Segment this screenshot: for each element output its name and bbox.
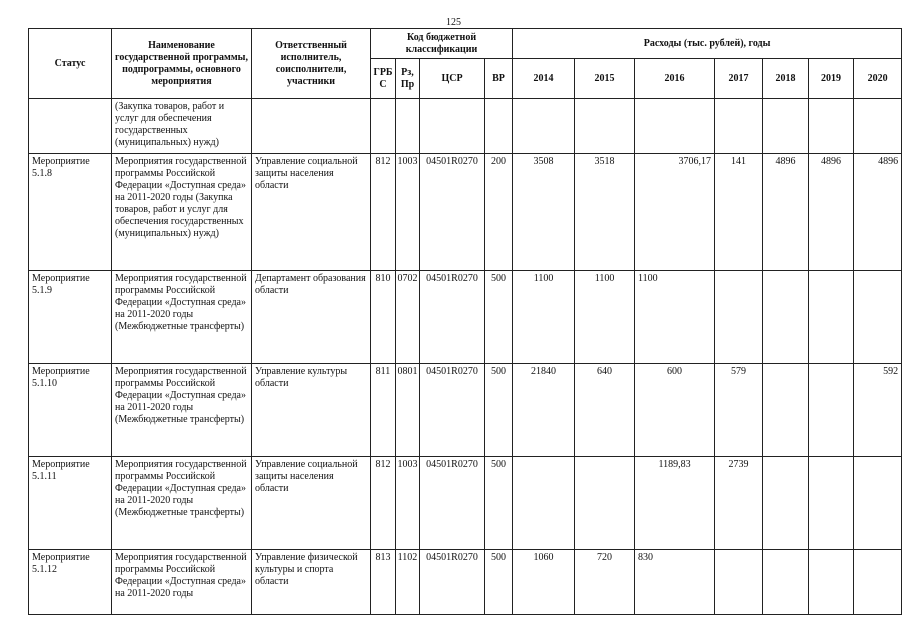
cell-2018 (763, 550, 809, 615)
header-year-2015: 2015 (575, 59, 635, 99)
header-year-2018: 2018 (763, 59, 809, 99)
header-grbs: ГРБ С (371, 59, 396, 99)
cell-2019 (809, 457, 854, 550)
cell-vr: 500 (485, 550, 513, 615)
cell-executor (252, 99, 371, 154)
budget-table (28, 28, 902, 615)
cell-status: Мероприятие 5.1.11 (29, 457, 112, 550)
cell-2019 (809, 364, 854, 457)
cell-executor: Управление социальной защиты населения области (252, 457, 371, 550)
cell-executor: Управление социальной защиты населения области (252, 154, 371, 271)
header-csr: ЦСР (420, 59, 485, 99)
cell-2014 (513, 457, 575, 550)
cell-csr (420, 99, 485, 154)
header-year-2014: 2014 (513, 59, 575, 99)
cell-2018 (763, 271, 809, 364)
cell-status: Мероприятие 5.1.12 (29, 550, 112, 615)
cell-2014: 1060 (513, 550, 575, 615)
cell-rzpr: 0702 (396, 271, 420, 364)
cell-csr: 04501R0270 (420, 364, 485, 457)
cell-2019 (809, 550, 854, 615)
cell-2015: 1100 (575, 271, 635, 364)
cell-rzpr: 1003 (396, 154, 420, 271)
cell-status: Мероприятие 5.1.9 (29, 271, 112, 364)
page-number: 125 (446, 17, 461, 28)
cell-2019 (809, 271, 854, 364)
cell-csr: 04501R0270 (420, 271, 485, 364)
cell-name: Мероприятия государственной программы Российской Федерации «Доступная среда» на 2011-2020 годы (Закупка товаров, работ и услуг для обеспечения государственных (муниципальных) нужд) (112, 154, 252, 271)
cell-status: Мероприятие 5.1.10 (29, 364, 112, 457)
header-status: Статус (29, 29, 112, 99)
header-name: Наименование государственной программы, подпрограммы, основного мероприятия (112, 29, 252, 99)
cell-2020 (854, 99, 902, 154)
table-row (29, 364, 902, 457)
header-vr: ВР (485, 59, 513, 99)
cell-2019: 4896 (809, 154, 854, 271)
cell-2014: 21840 (513, 364, 575, 457)
cell-2016: 1189,83 (635, 457, 715, 550)
cell-2015 (575, 457, 635, 550)
cell-executor: Департамент образования области (252, 271, 371, 364)
cell-2017: 141 (715, 154, 763, 271)
cell-2020 (854, 550, 902, 615)
cell-2017 (715, 271, 763, 364)
cell-executor: Управление культуры области (252, 364, 371, 457)
cell-2017: 2739 (715, 457, 763, 550)
cell-2020: 592 (854, 364, 902, 457)
cell-2015: 720 (575, 550, 635, 615)
cell-grbs: 812 (371, 457, 396, 550)
cell-2018 (763, 99, 809, 154)
cell-vr: 500 (485, 364, 513, 457)
table-row (29, 271, 902, 364)
header-expenses: Расходы (тыс. рублей), годы (513, 29, 902, 59)
cell-rzpr: 1003 (396, 457, 420, 550)
cell-2017 (715, 99, 763, 154)
cell-2015 (575, 99, 635, 154)
table-row (29, 550, 902, 615)
cell-vr: 500 (485, 271, 513, 364)
cell-2018 (763, 457, 809, 550)
cell-2014: 1100 (513, 271, 575, 364)
cell-2018 (763, 364, 809, 457)
cell-2018: 4896 (763, 154, 809, 271)
cell-vr: 500 (485, 457, 513, 550)
cell-status: Мероприятие 5.1.8 (29, 154, 112, 271)
cell-name: Мероприятия государственной программы Российской Федерации «Доступная среда» на 2011-2020 годы (Межбюджетные трансферты) (112, 457, 252, 550)
cell-2016: 830 (635, 550, 715, 615)
cell-grbs: 812 (371, 154, 396, 271)
header-budget-code: Код бюджетной классификации (371, 29, 513, 59)
cell-2014 (513, 99, 575, 154)
table-row (29, 99, 902, 154)
cell-name: Мероприятия государственной программы Российской Федерации «Доступная среда» на 2011-2020 годы (Межбюджетные трансферты) (112, 364, 252, 457)
cell-name: Мероприятия государственной программы Российской Федерации «Доступная среда» на 2011-2020 годы (Межбюджетные трансферты) (112, 271, 252, 364)
cell-grbs (371, 99, 396, 154)
cell-grbs: 810 (371, 271, 396, 364)
cell-2015: 3518 (575, 154, 635, 271)
cell-2015: 640 (575, 364, 635, 457)
header-year-2017: 2017 (715, 59, 763, 99)
cell-csr: 04501R0270 (420, 154, 485, 271)
cell-rzpr: 0801 (396, 364, 420, 457)
cell-vr (485, 99, 513, 154)
header-year-2019: 2019 (809, 59, 854, 99)
cell-grbs: 813 (371, 550, 396, 615)
header-year-2020: 2020 (854, 59, 902, 99)
cell-2016: 1100 (635, 271, 715, 364)
cell-status (29, 99, 112, 154)
header-year-2016: 2016 (635, 59, 715, 99)
cell-csr: 04501R0270 (420, 457, 485, 550)
cell-grbs: 811 (371, 364, 396, 457)
cell-vr: 200 (485, 154, 513, 271)
cell-2020 (854, 457, 902, 550)
cell-2016 (635, 99, 715, 154)
cell-name: Мероприятия государственной программы Российской Федерации «Доступная среда» на 2011-2020 годы (112, 550, 252, 615)
cell-2017: 579 (715, 364, 763, 457)
cell-rzpr (396, 99, 420, 154)
cell-2019 (809, 99, 854, 154)
header-executor: Ответственный исполнитель, соисполнители, участники (252, 29, 371, 99)
header-rzpr: Рз, Пр (396, 59, 420, 99)
table-row (29, 457, 902, 550)
table-row (29, 154, 902, 271)
cell-2016: 600 (635, 364, 715, 457)
cell-2017 (715, 550, 763, 615)
cell-executor: Управление физической культуры и спорта области (252, 550, 371, 615)
cell-csr: 04501R0270 (420, 550, 485, 615)
cell-2020 (854, 271, 902, 364)
cell-name: (Закупка товаров, работ и услуг для обеспечения государственных (муниципальных) нужд) (112, 99, 252, 154)
cell-rzpr: 1102 (396, 550, 420, 615)
cell-2020: 4896 (854, 154, 902, 271)
cell-2014: 3508 (513, 154, 575, 271)
cell-2016: 3706,17 (635, 154, 715, 271)
